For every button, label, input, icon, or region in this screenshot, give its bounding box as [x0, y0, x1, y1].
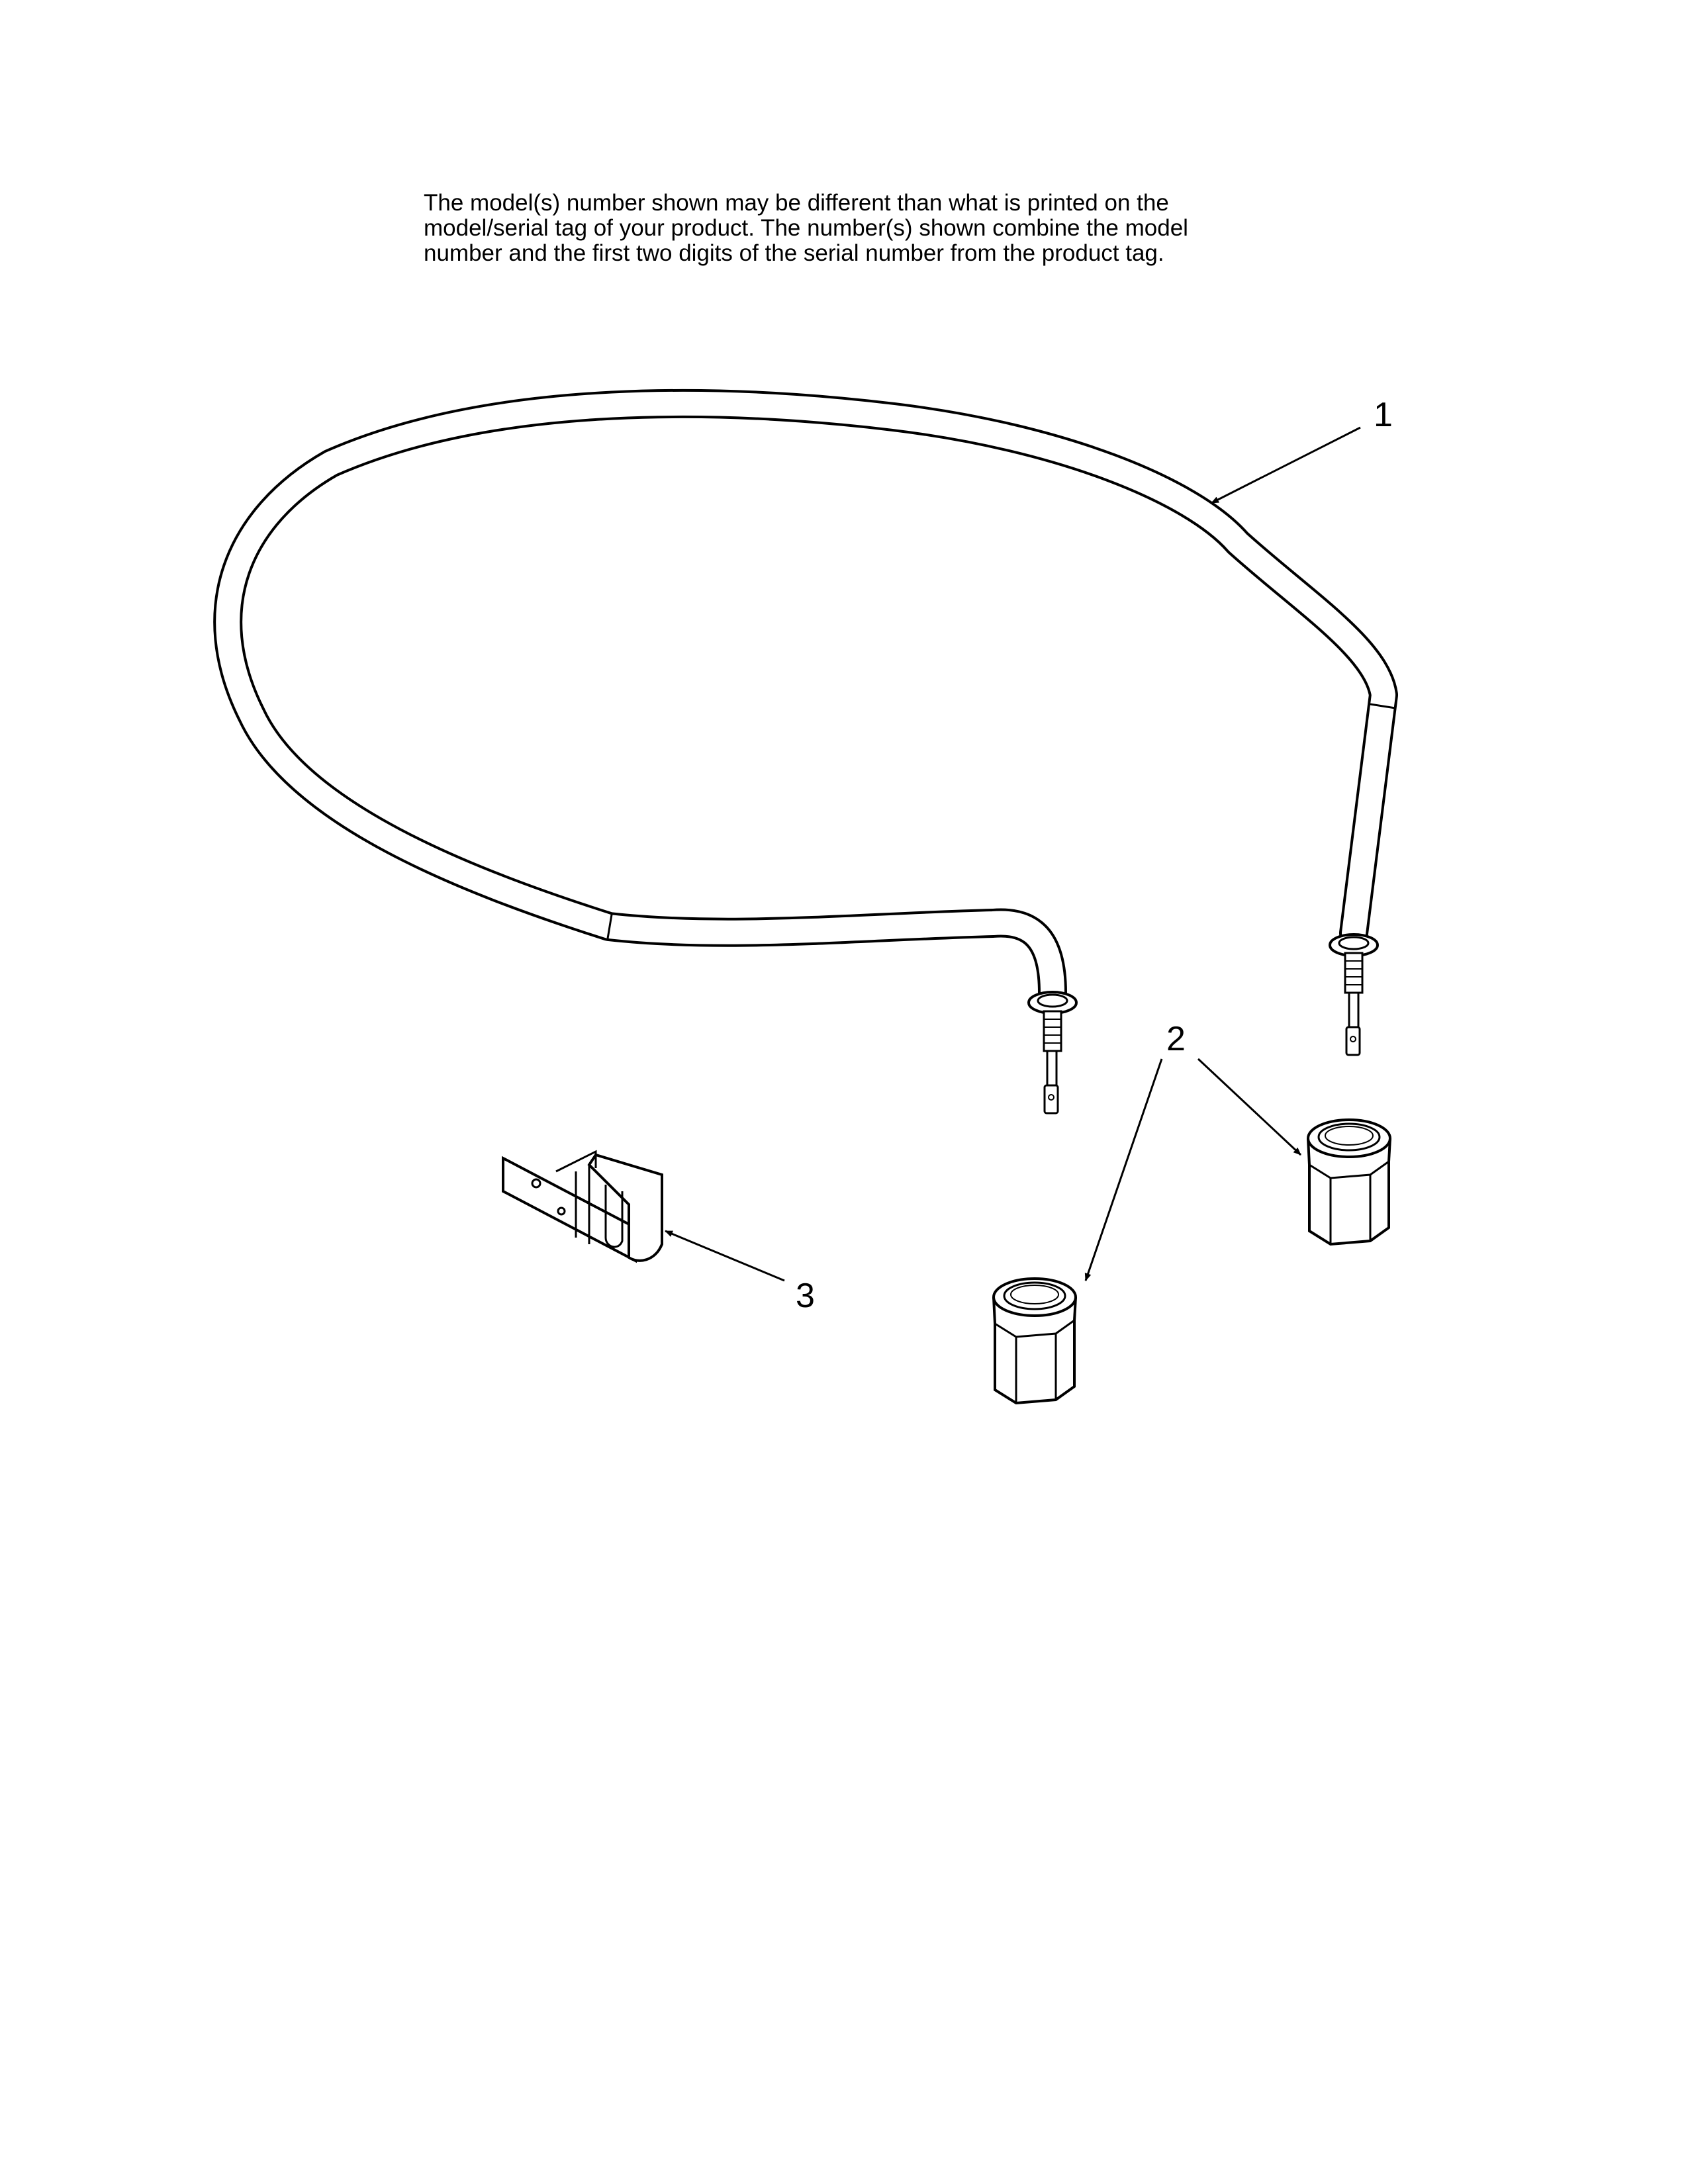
leader-line-3 — [665, 1231, 784, 1281]
mounting-clip — [503, 1152, 662, 1261]
callout-number-3: 3 — [796, 1277, 815, 1315]
heating-element-tube — [228, 404, 1395, 993]
leader-line-2a — [1086, 1059, 1162, 1281]
leader-line-2b — [1198, 1059, 1301, 1155]
hex-nut-right — [1308, 1120, 1390, 1244]
left-terminal-fitting — [1029, 992, 1076, 1113]
disclaimer-line-3: number and the first two digits of the serial number from the product tag. — [424, 240, 1164, 266]
callout-number-2: 2 — [1166, 1020, 1186, 1058]
disclaimer-line-2: model/serial tag of your product. The number(s) shown combine the model — [424, 215, 1188, 241]
callout-number-1: 1 — [1374, 396, 1393, 434]
disclaimer-line-1: The model(s) number shown may be different than what is printed on the — [424, 190, 1169, 216]
leader-line-1 — [1211, 428, 1360, 503]
hex-nut-left — [994, 1279, 1076, 1403]
right-terminal-fitting — [1330, 934, 1378, 1055]
